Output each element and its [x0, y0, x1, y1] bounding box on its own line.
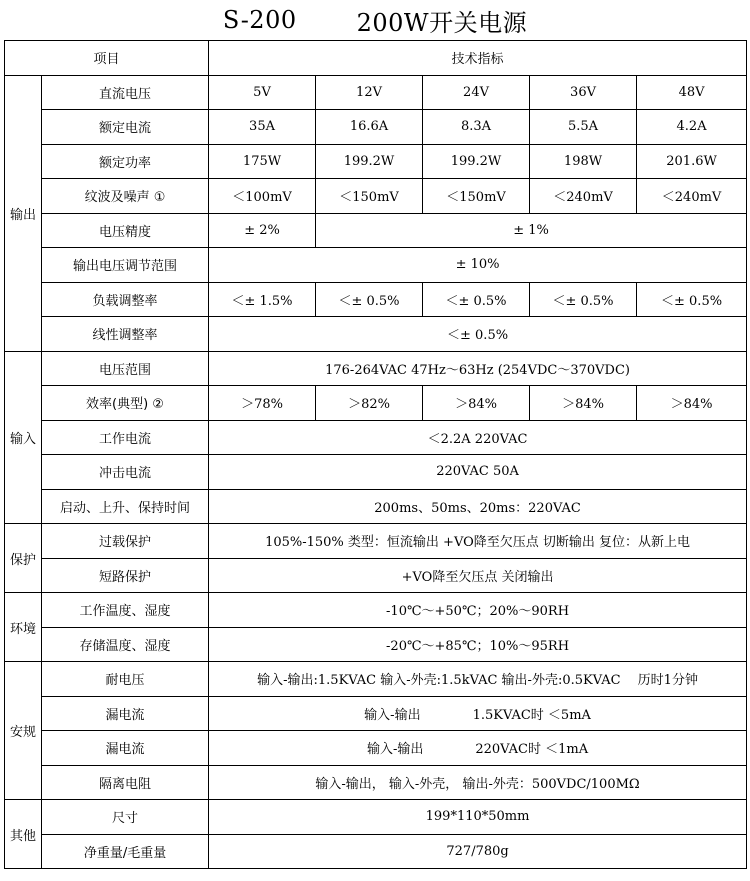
cell-value: 12V [316, 75, 423, 110]
row-label-withstand-voltage: 耐电压 [42, 662, 209, 697]
row-label-voltage-accuracy: 电压精度 [42, 213, 209, 248]
document-title [4, 0, 746, 40]
row-label-inrush-current: 冲击电流 [42, 455, 209, 490]
row-label-isolation: 隔离电阻 [42, 765, 209, 800]
cell-value: ＞82% [316, 386, 423, 421]
table-row [5, 731, 747, 766]
cell-value: 5.5A [530, 110, 637, 145]
cell-value: 198W [530, 144, 637, 179]
table-row [5, 627, 747, 662]
cell-value: 175W [209, 144, 316, 179]
cell-value: 176-264VAC 47Hz～63Hz (254VDC～370VDC) [209, 351, 747, 386]
row-label-leakage-2: 漏电流 [42, 731, 209, 766]
row-label-startup-time: 启动、上升、保持时间 [42, 489, 209, 524]
row-label-storage-env: 存储温度、湿度 [42, 627, 209, 662]
category-output: 输出 [5, 75, 42, 351]
cell-value: 24V [423, 75, 530, 110]
row-label-dc-voltage: 直流电压 [42, 75, 209, 110]
spec-table [4, 40, 747, 869]
cell-value: 5V [209, 75, 316, 110]
category-protection: 保护 [5, 524, 42, 593]
table-row [5, 248, 747, 283]
table-row [5, 282, 747, 317]
cell-value: ＞84% [637, 386, 747, 421]
cell-value: ＜100mV [209, 179, 316, 214]
table-row [5, 662, 747, 697]
row-label-adjust-range: 输出电压调节范围 [42, 248, 209, 283]
cell-value: 727/780g [209, 834, 747, 869]
row-label-weight: 净重量/毛重量 [42, 834, 209, 869]
table-row [5, 75, 747, 110]
cell-value: ＜150mV [316, 179, 423, 214]
product-name: 200W开关电源 [356, 8, 528, 37]
row-label-overload: 过载保护 [42, 524, 209, 559]
cell-value: 105%-150% 类型：恒流输出 +VO降至欠压点 切断输出 复位：从新上电 [209, 524, 747, 559]
table-row [5, 420, 747, 455]
table-row [5, 834, 747, 869]
cell-value: 220VAC 50A [209, 455, 747, 490]
table-row [5, 558, 747, 593]
header-spec: 技术指标 [209, 41, 747, 76]
cell-value: 199.2W [423, 144, 530, 179]
table-row [5, 696, 747, 731]
row-label-efficiency: 效率(典型) ② [42, 386, 209, 421]
cell-value: 48V [637, 75, 747, 110]
cell-value: 36V [530, 75, 637, 110]
row-label-size: 尺寸 [42, 800, 209, 835]
table-row [5, 765, 747, 800]
row-label-line-regulation: 线性调整率 [42, 317, 209, 352]
cell-value: ＜240mV [530, 179, 637, 214]
cell-value: ＜2.2A 220VAC [209, 420, 747, 455]
cell-value: ＞78% [209, 386, 316, 421]
table-row [5, 351, 747, 386]
row-label-rated-power: 额定功率 [42, 144, 209, 179]
cell-value: 输入-输出 220VAC时 ＜1mA [209, 731, 747, 766]
table-row [5, 317, 747, 352]
row-label-voltage-range: 电压范围 [42, 351, 209, 386]
table-row [5, 593, 747, 628]
table-row [5, 489, 747, 524]
cell-value: ± 1% [316, 213, 747, 248]
category-other: 其他 [5, 800, 42, 869]
cell-value: 201.6W [637, 144, 747, 179]
header-row [5, 41, 747, 76]
cell-value: -10℃～+50℃；20%～90RH [209, 593, 747, 628]
table-row [5, 455, 747, 490]
cell-value: 输入-输出:1.5KVAC 输入-外壳:1.5kVAC 输出-外壳:0.5KVAC 历时1分钟 [209, 662, 747, 697]
cell-value: ＞84% [423, 386, 530, 421]
cell-value: 4.2A [637, 110, 747, 145]
row-label-working-current: 工作电流 [42, 420, 209, 455]
cell-value: 输入-输出 1.5KVAC时 ＜5mA [209, 696, 747, 731]
cell-value: ＜± 0.5% [316, 282, 423, 317]
cell-value: ± 2% [209, 213, 316, 248]
cell-value: ＜± 1.5% [209, 282, 316, 317]
row-label-rated-current: 额定电流 [42, 110, 209, 145]
category-safety: 安规 [5, 662, 42, 800]
row-label-load-regulation: 负载调整率 [42, 282, 209, 317]
cell-value: ＜± 0.5% [423, 282, 530, 317]
cell-value: 199*110*50mm [209, 800, 747, 835]
row-label-ripple-noise: 纹波及噪声 ① [42, 179, 209, 214]
row-label-short-circuit: 短路保护 [42, 558, 209, 593]
row-label-working-env: 工作温度、湿度 [42, 593, 209, 628]
cell-value: ＜± 0.5% [209, 317, 747, 352]
cell-value: ＜240mV [637, 179, 747, 214]
table-row [5, 179, 747, 214]
table-row [5, 386, 747, 421]
header-item: 项目 [5, 41, 209, 76]
table-row [5, 144, 747, 179]
category-input: 输入 [5, 351, 42, 524]
cell-value: ＞84% [530, 386, 637, 421]
model-number: S-200 [222, 6, 297, 34]
cell-value: 16.6A [316, 110, 423, 145]
table-row [5, 110, 747, 145]
table-row [5, 213, 747, 248]
table-row [5, 524, 747, 559]
cell-value: ＜± 0.5% [530, 282, 637, 317]
cell-value: 8.3A [423, 110, 530, 145]
cell-value: ＜± 0.5% [637, 282, 747, 317]
category-environment: 环境 [5, 593, 42, 662]
cell-value: 199.2W [316, 144, 423, 179]
table-row [5, 800, 747, 835]
cell-value: 200ms、50ms、20ms：220VAC [209, 489, 747, 524]
cell-value: 35A [209, 110, 316, 145]
cell-value: 输入-输出， 输入-外壳， 输出-外壳：500VDC/100MΩ [209, 765, 747, 800]
cell-value: +VO降至欠压点 关闭输出 [209, 558, 747, 593]
cell-value: ＜150mV [423, 179, 530, 214]
cell-value: -20℃～+85℃；10%～95RH [209, 627, 747, 662]
cell-value: ± 10% [209, 248, 747, 283]
row-label-leakage-1: 漏电流 [42, 696, 209, 731]
